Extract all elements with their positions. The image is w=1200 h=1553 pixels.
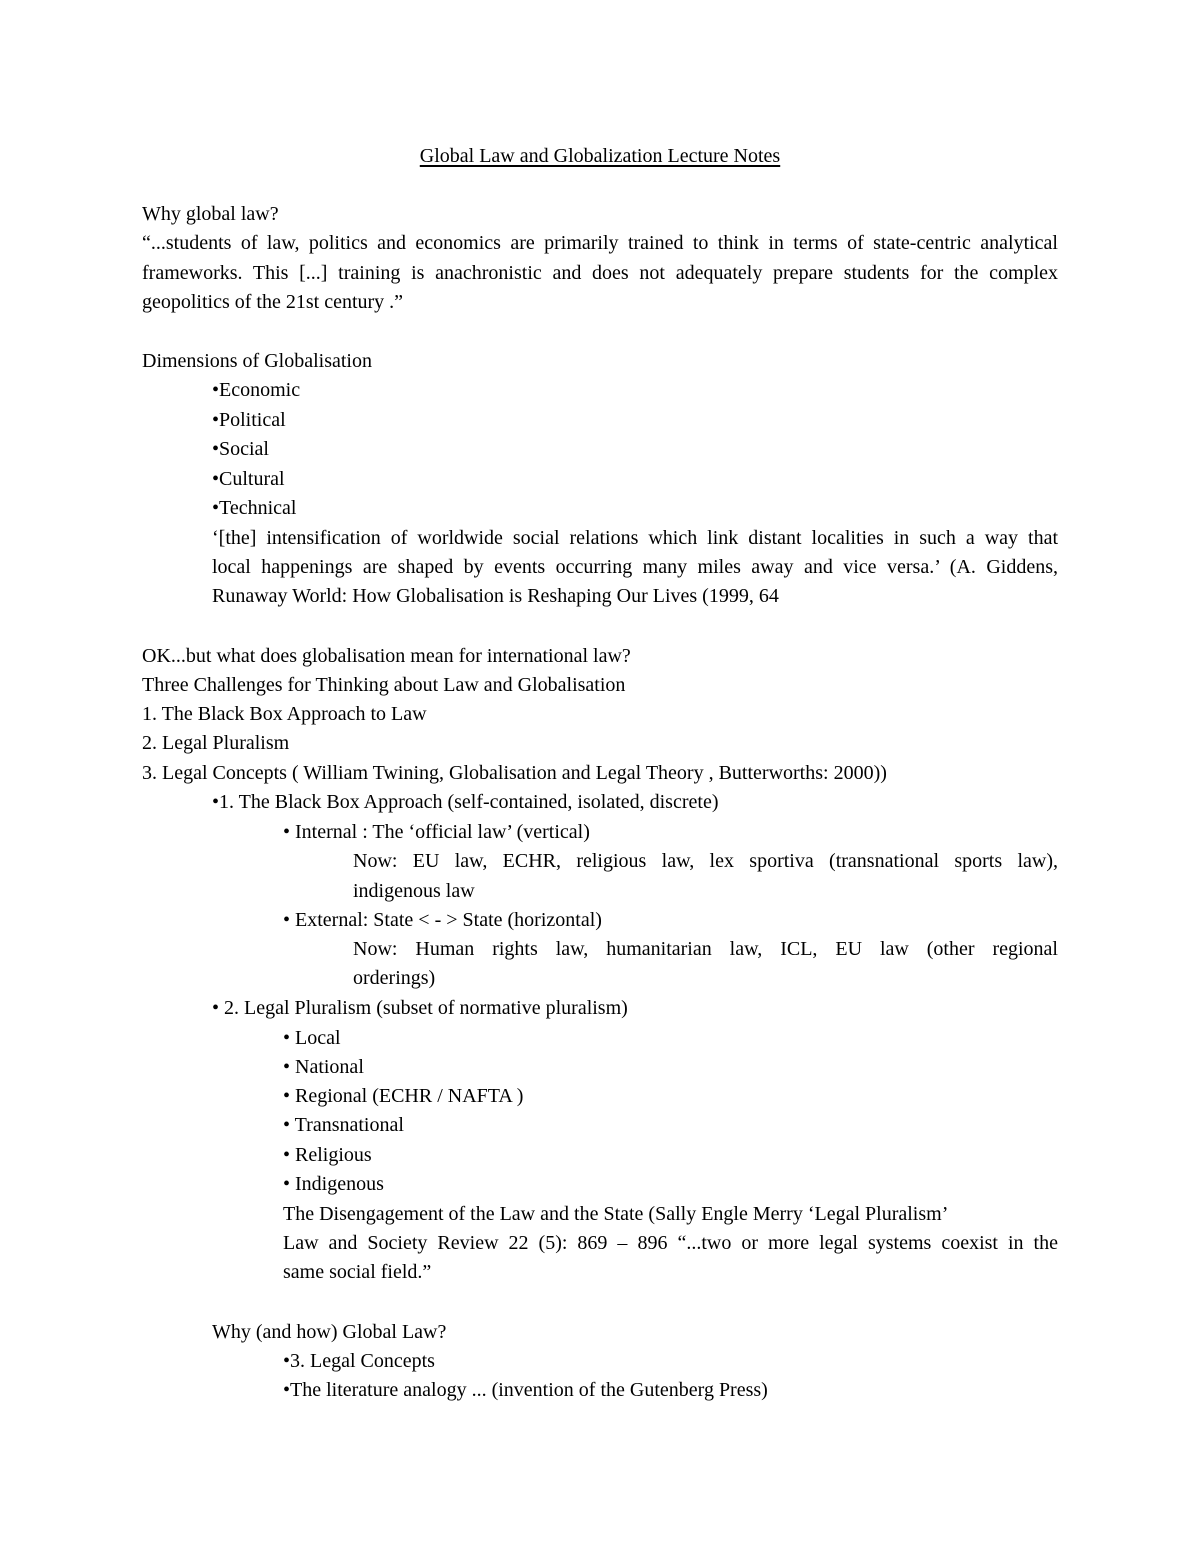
pluralism-item: • Indigenous <box>283 1173 384 1195</box>
challenges-heading: Three Challenges for Thinking about Law and Globalisation <box>142 674 626 696</box>
dimension-item: •Social <box>212 438 269 460</box>
internal-now-line-1: Now: EU law, ECHR, religious law, lex sportiva (transnational sports law), <box>353 850 1058 872</box>
why-how-item: •3. Legal Concepts <box>283 1350 435 1372</box>
dimensions-heading: Dimensions of Globalisation <box>142 350 372 372</box>
external-bullet: • External: State < - > State (horizontal) <box>283 909 602 931</box>
why-quote-line-2: frameworks. This [...] training is anachronistic and does not adequately prepare students for the complex <box>142 262 1058 284</box>
internal-now-line-2: indigenous law <box>353 880 475 902</box>
merry-line-2: Law and Society Review 22 (5): 869 – 896 “...two or more legal systems coexist in the <box>283 1232 1058 1254</box>
why-how-item: •The literature analogy ... (invention of the Gutenberg Press) <box>283 1379 768 1401</box>
dimension-item: •Political <box>212 409 286 431</box>
giddens-quote-line-2: local happenings are shaped by events occurring many miles away and vice versa.’ (A. Giddens, <box>212 556 1058 578</box>
merry-line-3: same social field.” <box>283 1261 432 1283</box>
external-now-line-2: orderings) <box>353 967 436 989</box>
challenge-item: 1. The Black Box Approach to Law <box>142 703 427 725</box>
pluralism-item: • Religious <box>283 1144 372 1166</box>
challenge-item: 2. Legal Pluralism <box>142 732 290 754</box>
document-title: Global Law and Globalization Lecture Notes <box>419 145 781 167</box>
giddens-quote-line-3: Runaway World: How Globalisation is Reshaping Our Lives (1999, 64 <box>212 585 779 607</box>
dimension-item: •Cultural <box>212 468 285 490</box>
pluralism-heading: • 2. Legal Pluralism (subset of normative pluralism) <box>212 997 628 1019</box>
ok-question: OK...but what does globalisation mean for international law? <box>142 645 631 667</box>
dimension-item: •Economic <box>212 379 301 401</box>
dimension-item: •Technical <box>212 497 297 519</box>
giddens-quote-line-1: ‘[the] intensification of worldwide social relations which link distant localities in such a way that <box>212 527 1058 549</box>
black-box-heading: •1. The Black Box Approach (self-contained, isolated, discrete) <box>212 791 719 813</box>
why-how-heading: Why (and how) Global Law? <box>212 1321 447 1343</box>
merry-line-1: The Disengagement of the Law and the State (Sally Engle Merry ‘Legal Pluralism’ <box>283 1203 949 1225</box>
why-heading: Why global law? <box>142 203 279 225</box>
pluralism-item: • Transnational <box>283 1114 404 1136</box>
pluralism-item: • Local <box>283 1027 341 1049</box>
external-now-line-1: Now: Human rights law, humanitarian law, ICL, EU law (other regional <box>353 938 1058 960</box>
challenge-item: 3. Legal Concepts ( William Twining, Globalisation and Legal Theory , Butterworths: 2000)) <box>142 762 887 784</box>
why-quote-line-3: geopolitics of the 21st century .” <box>142 291 404 313</box>
internal-bullet: • Internal : The ‘official law’ (vertical) <box>283 821 590 843</box>
pluralism-item: • National <box>283 1056 364 1078</box>
why-quote-line-1: “...students of law, politics and economics are primarily trained to think in terms of state-centric analytical <box>142 232 1058 254</box>
pluralism-item: • Regional (ECHR / NAFTA ) <box>283 1085 524 1107</box>
